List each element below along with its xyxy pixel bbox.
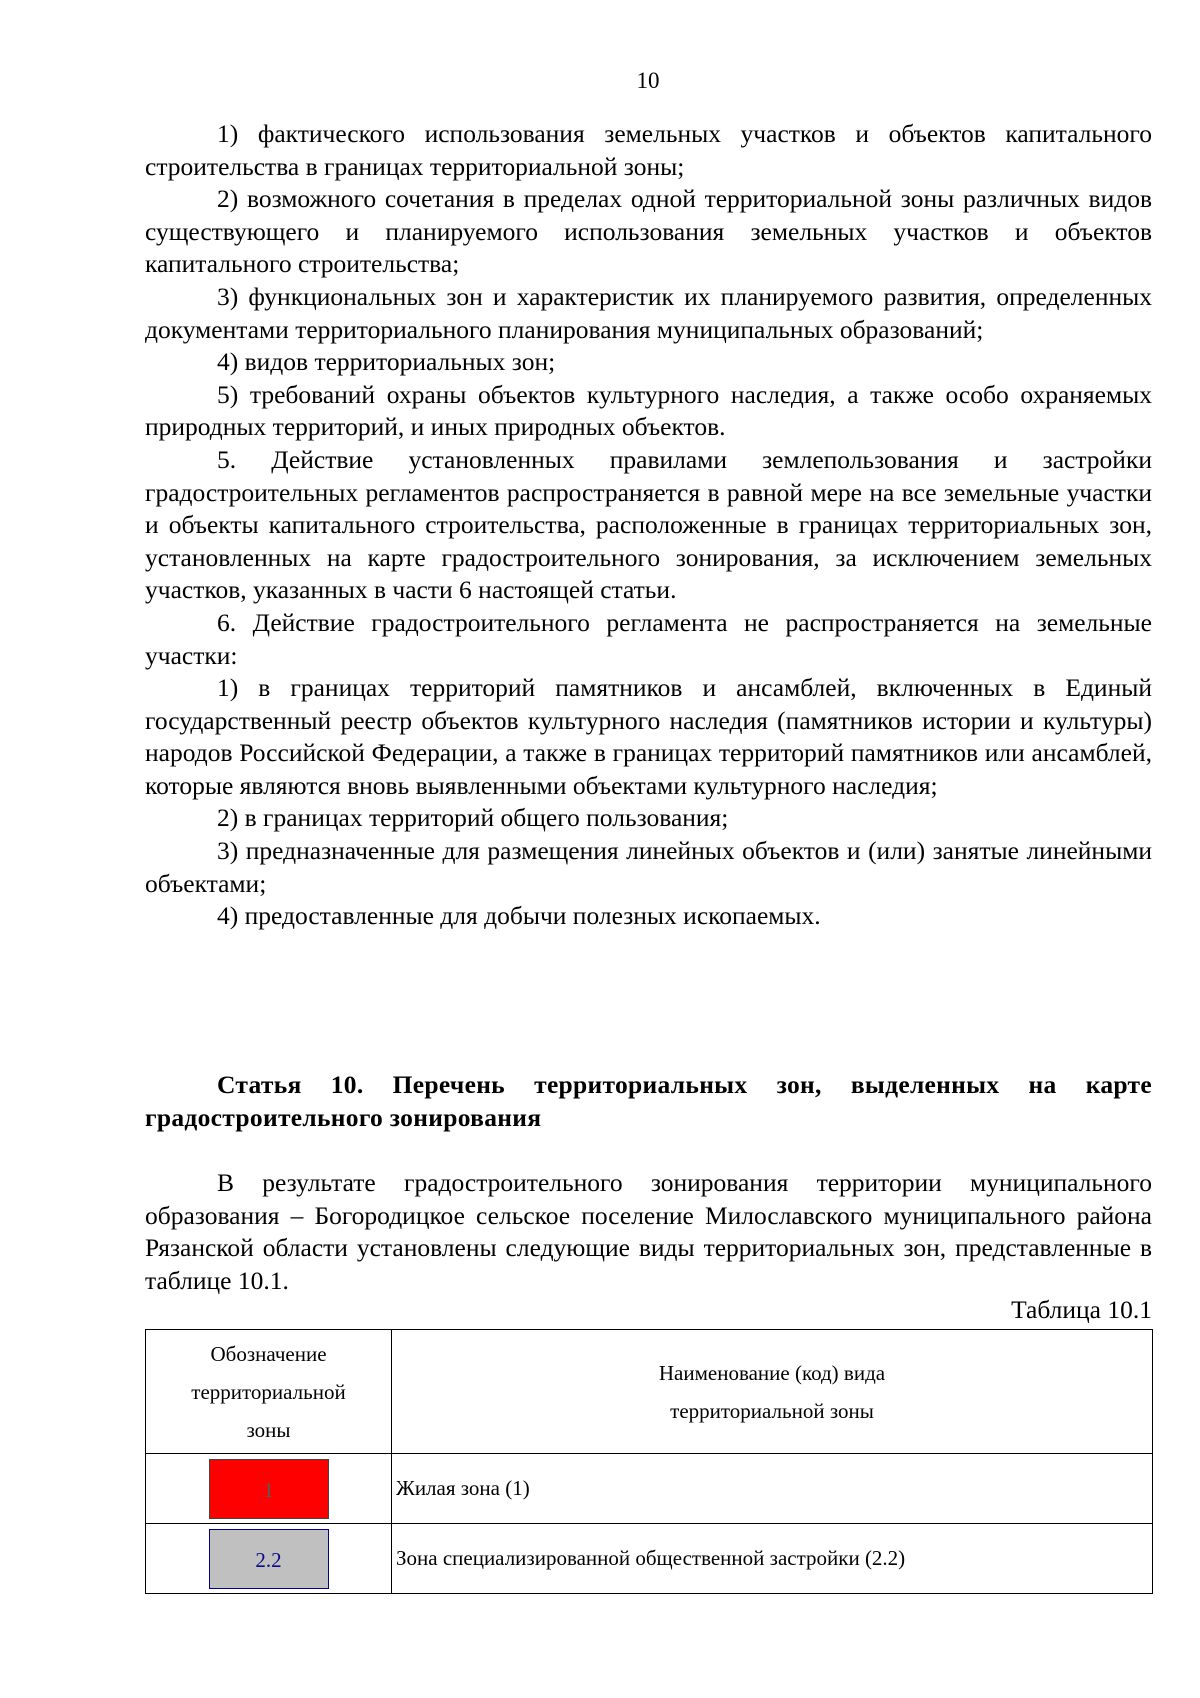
header-name-cell [392,1330,1153,1454]
zone-name-cell: Зона специализированной общественной застройки (2.2) [392,1524,1153,1594]
intro-paragraph: В результате градостроительного зонирования территории муниципального образования – Богородицкое сельское поселение Милославского муниципального района Рязанской области установлены следующие виды территориальных зон, представленные в таблице 10.1. [145,1168,1152,1295]
paragraph-exception-public-use: 2) в границах территорий общего пользования; [217,803,729,833]
page-number: 10 [636,68,660,93]
paragraph-heritage-requirements: 5) требований охраны объектов культурного наследия, а также особо охраняемых природных территорий, и иных природных объектов. [145,379,1152,442]
zone-code-cell [146,1454,392,1524]
zone-color-swatch: 2.2 [209,1529,329,1589]
paragraph-exception-linear-objects: 3) предназначенные для размещения линейных объектов и (или) занятые линейными объектами; [145,836,1152,898]
header-name-line1: Наименование (код) вида [658,1360,886,1385]
paragraph-functional-zones: 3) функциональных зон и характеристик их планируемого развития, определенных документами территориального планирования муниципальных образований; [145,281,1152,344]
table-header-row [146,1330,1153,1454]
header-code-line2: территориальной [191,1379,346,1404]
header-code-cell [146,1330,392,1454]
table-row [146,1524,1153,1594]
table-caption: Таблица 10.1 [1011,1295,1152,1324]
paragraph-possible-combination: 2) возможного сочетания в пределах одной территориальной зоны различных видов существующего и планируемого использования земельных участков и объектов капитального строительства; [145,184,1152,279]
header-code-line1: Обозначение [210,1341,327,1366]
body-text [145,118,1152,933]
table-row [146,1454,1153,1524]
paragraph-actual-use: 1) фактического использования земельных участков и объектов капитального строительства в границах территориальной зоны; [145,119,1152,181]
paragraph-regulation-scope: 5. Действие установленных правилами землепользования и застройки градостроительных регламентов распространяется в равной мере на все земельные участки и объекты капитального строительства, расположенные в границах территориальных зон, установленных на карте градостроительного зонирования, за исключением земельных участков, указанных в части 6 настоящей статьи. [145,444,1152,605]
paragraph-regulation-exceptions: 6. Действие градостроительного регламента не распространяется на земельные участки: [145,607,1152,670]
paragraph-exception-monuments: 1) в границах территорий памятников и ансамблей, включенных в Единый государственный реестр объектов культурного наследия (памятников истории и культуры) народов Российской Федерации, а также в границах территорий памятников или ансамблей, которые являются вновь выявленными объектами культурного наследия; [145,673,1152,800]
zone-code-cell [146,1524,392,1594]
paragraph-exception-mining: 4) предоставленные для добычи полезных ископаемых. [217,901,821,931]
header-code-line3: зоны [246,1417,291,1442]
article-heading: Статья 10. Перечень территориальных зон, выделенных на карте градостроительного зонирования [145,1070,1152,1132]
header-name-line2: территориальной зоны [670,1398,874,1423]
paragraph-zone-types: 4) видов территориальных зон; [217,347,556,377]
zone-color-swatch: 1 [209,1459,329,1519]
zones-table [145,1329,1153,1594]
zone-name-cell: Жилая зона (1) [392,1454,1153,1524]
